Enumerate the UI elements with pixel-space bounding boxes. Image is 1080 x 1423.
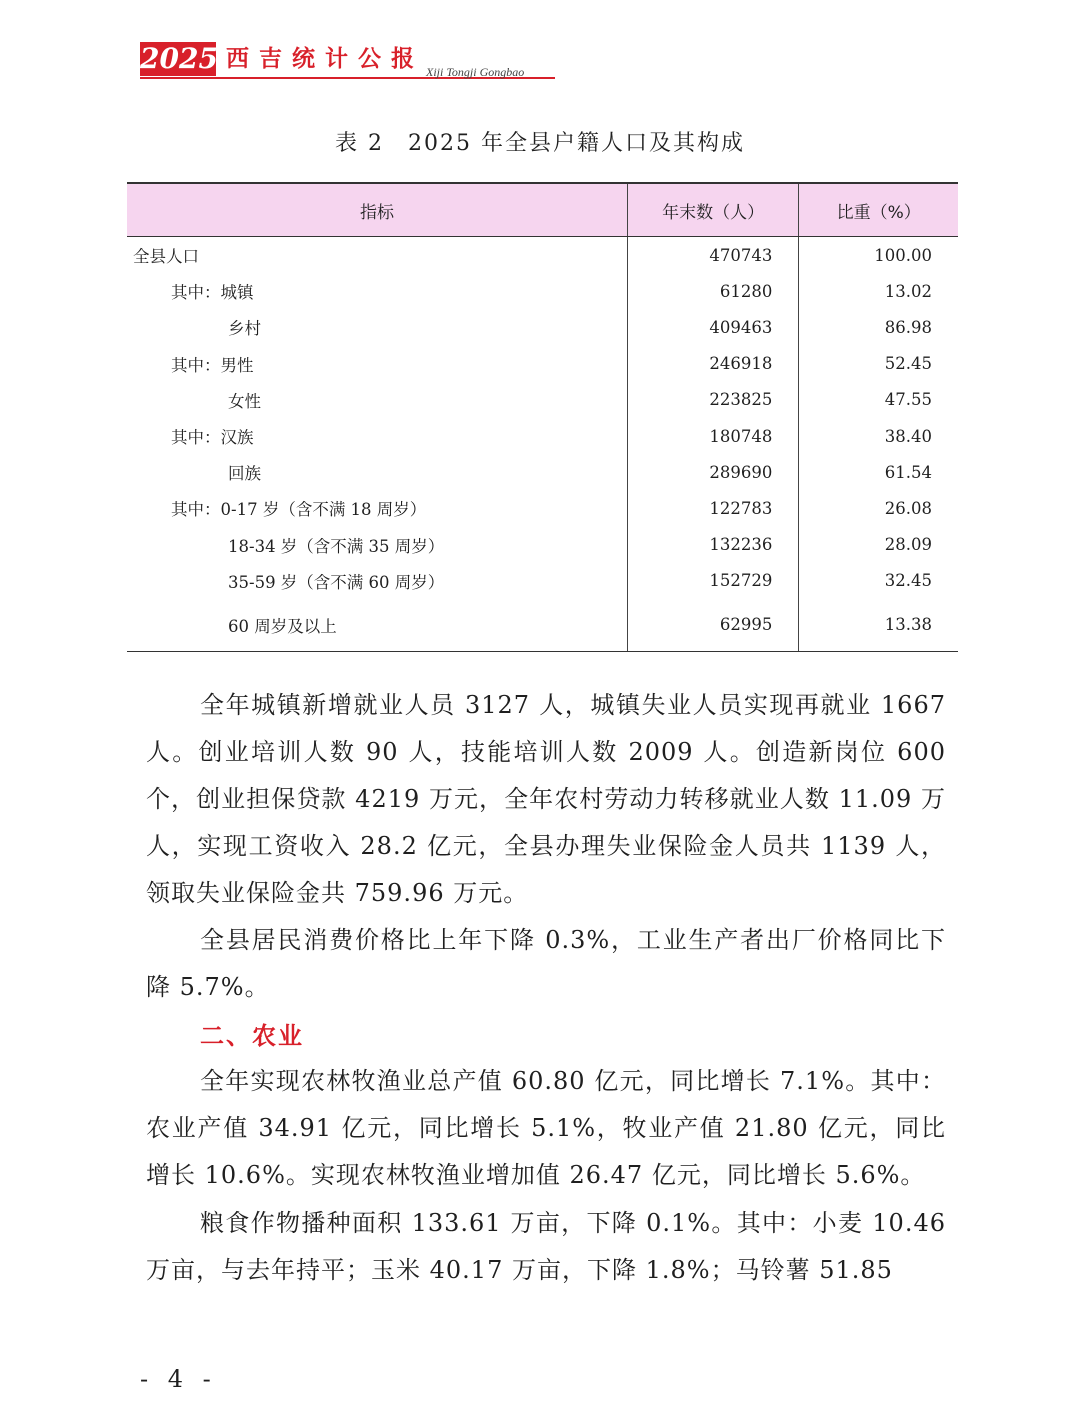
row-share: 32.45 xyxy=(884,571,932,591)
row-value: 61280 xyxy=(628,273,799,309)
col-header-indicator: 指标 xyxy=(127,183,628,237)
row-label: 其中：汉族 xyxy=(127,418,628,454)
population-table xyxy=(127,182,958,652)
row-value: 289690 xyxy=(628,454,799,490)
row-value: 246918 xyxy=(628,346,799,382)
report-title-pinyin: Xiji Tongji Gongbao xyxy=(426,65,525,79)
paragraph-text: 全年城镇新增就业人员 3127 人，城镇失业人员实现再就业 1667 人。创业培训人数 90 人，技能培训人数 2009 人。创造新岗位 600 个，创业担保贷款 4219 万元，全年农村劳动力转移就业人数 11.09 万人，实现工资收入 28.2 亿元，全县办理失业保险金人员共 1139 人，领取失业保险金共 759.96 万元。 xyxy=(146,691,946,907)
row-share: 13.38 xyxy=(799,599,958,652)
row-label: 其中：男性 xyxy=(127,346,628,382)
row-value: 470743 xyxy=(628,237,799,274)
row-label: 乡村 xyxy=(127,309,628,345)
paragraph-text: 全县居民消费价格比上年下降 0.3%，工业生产者出厂价格同比下降 5.7%。 xyxy=(146,926,946,1001)
table-row xyxy=(127,382,958,418)
row-value: 122783 xyxy=(628,490,799,526)
row-label: 60 周岁及以上 xyxy=(127,599,628,652)
paragraph-text: 粮食作物播种面积 133.61 万亩，下降 0.1%。其中：小麦 10.46 万亩，与去年持平；玉米 40.17 万亩，下降 1.8%；马铃薯 51.85 xyxy=(146,1209,946,1284)
row-value: 180748 xyxy=(628,418,799,454)
row-share: 47.55 xyxy=(884,390,932,410)
year-badge: 2025 xyxy=(140,42,218,75)
table-row xyxy=(127,346,958,382)
paragraph-employment xyxy=(146,682,946,917)
table-row xyxy=(127,418,958,454)
table-row xyxy=(127,309,958,345)
row-share: 61.54 xyxy=(884,462,932,482)
table-row xyxy=(127,273,958,309)
page-number: - 4 - xyxy=(140,1365,217,1393)
paragraph-text: 全年实现农林牧渔业总产值 60.80 亿元，同比增长 7.1%。其中：农业产值 34.91 亿元，同比增长 5.1%，牧业产值 21.80 亿元，同比增长 10.6%。实现农林牧渔业增加值 26.47 亿元，同比增长 5.6%。 xyxy=(146,1067,946,1189)
row-label: 18-34 岁（含不满 35 周岁） xyxy=(127,527,628,563)
row-share: 26.08 xyxy=(884,498,932,518)
section-heading-agriculture: 二、农业 xyxy=(200,1022,304,1050)
row-label: 女性 xyxy=(127,382,628,418)
row-label: 回族 xyxy=(127,454,628,490)
table-header-row xyxy=(127,183,958,237)
paragraph-agri-output xyxy=(146,1058,946,1199)
paragraph-grain xyxy=(146,1200,946,1294)
row-label: 其中：城镇 xyxy=(127,273,628,309)
row-share: 100.00 xyxy=(874,245,932,265)
table-row xyxy=(127,527,958,563)
row-label: 其中：0-17 岁（含不满 18 周岁） xyxy=(127,490,628,526)
table-row xyxy=(127,563,958,599)
row-share: 28.09 xyxy=(884,535,932,555)
row-share: 38.40 xyxy=(884,426,932,446)
row-value: 409463 xyxy=(628,309,799,345)
report-header xyxy=(140,40,560,90)
row-value: 223825 xyxy=(628,382,799,418)
table-row xyxy=(127,237,958,274)
col-header-count: 年末数（人） xyxy=(628,183,799,237)
row-label: 全县人口 xyxy=(127,237,628,274)
table-row xyxy=(127,599,958,652)
report-title-cn: 西吉统计公报 xyxy=(226,46,424,72)
table-row xyxy=(127,490,958,526)
table-title: 表 2 2025 年全县户籍人口及其构成 xyxy=(335,131,745,156)
row-share: 13.02 xyxy=(884,281,932,301)
row-share: 86.98 xyxy=(884,317,932,337)
row-share: 52.45 xyxy=(884,354,932,374)
row-label: 35-59 岁（含不满 60 周岁） xyxy=(127,563,628,599)
row-value: 152729 xyxy=(628,563,799,599)
paragraph-prices xyxy=(146,917,946,1011)
row-value: 62995 xyxy=(628,599,799,652)
col-header-share: 比重（%） xyxy=(799,183,958,237)
table-row xyxy=(127,454,958,490)
row-value: 132236 xyxy=(628,527,799,563)
